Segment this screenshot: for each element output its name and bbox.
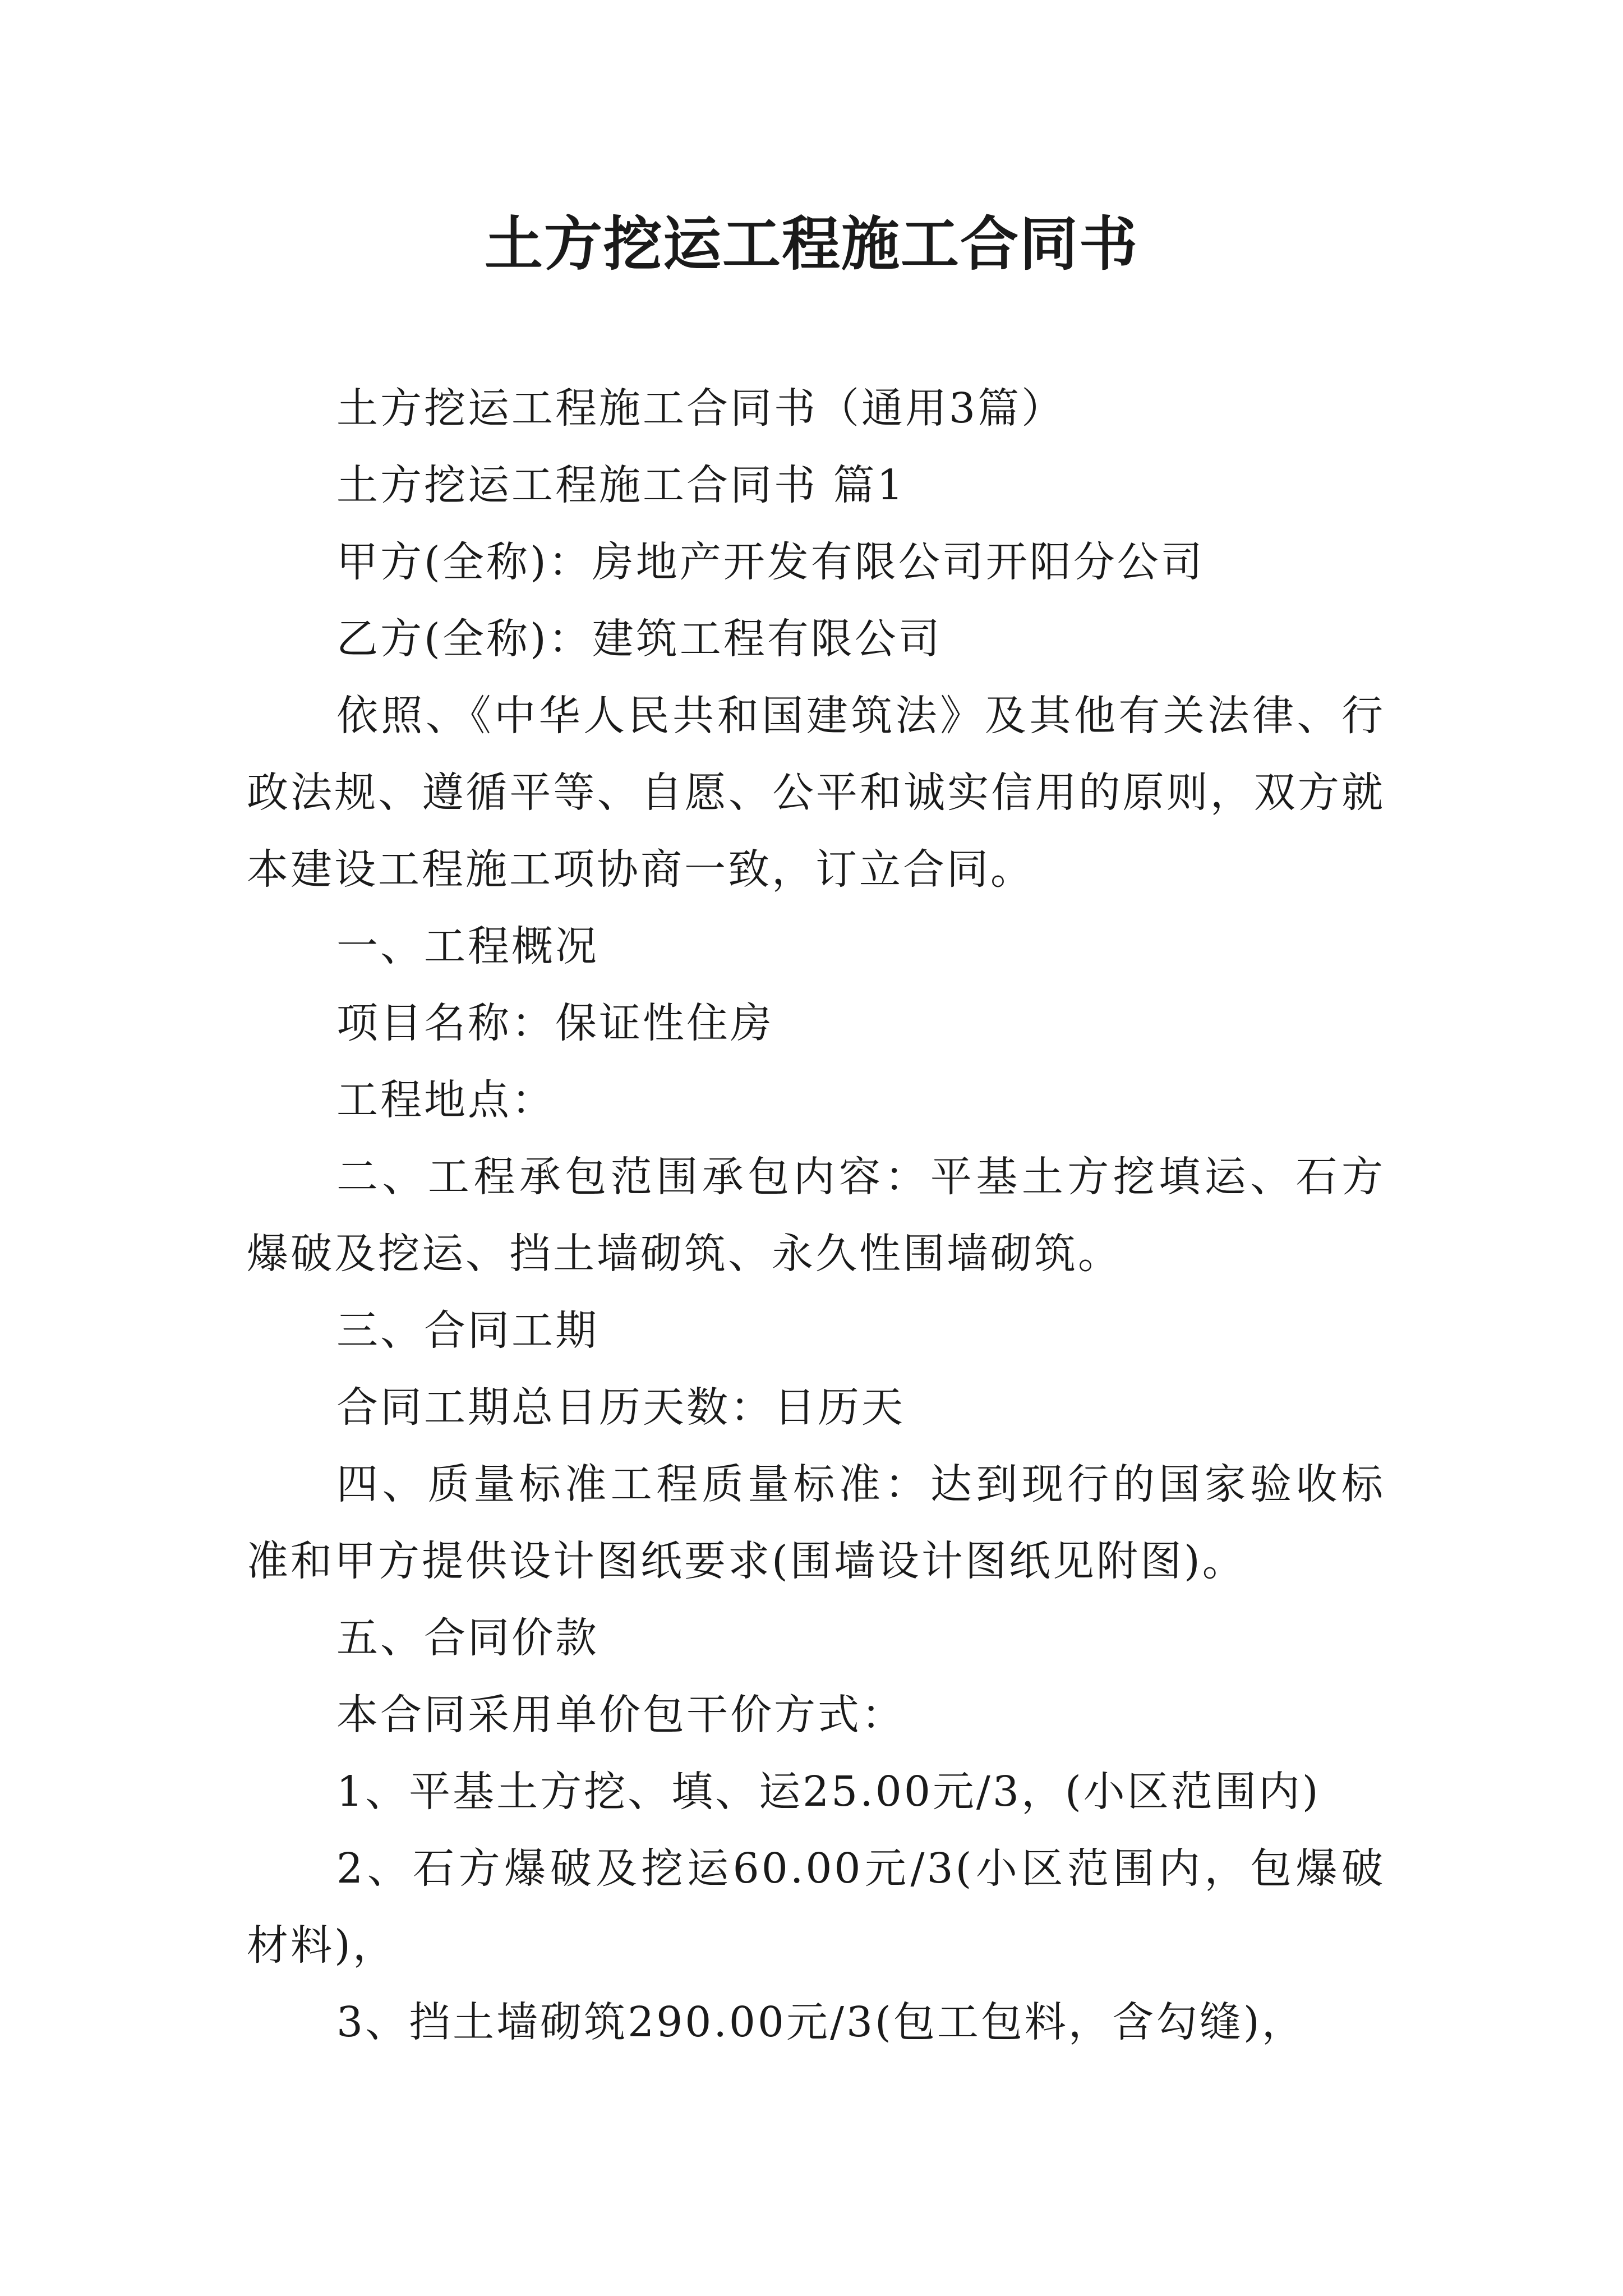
paragraph-party-b: 乙方(全称)：建筑工程有限公司 <box>336 615 942 663</box>
section-heading-duration: 三、合同工期 <box>336 1306 599 1355</box>
paragraph-price-item-3: 3、挡土墙砌筑290.00元/3(包工包料，含勾缝)， <box>336 1998 1306 2046</box>
document-title: 土方挖运工程施工合同书 <box>484 210 1138 278</box>
paragraph-project-location: 工程地点： <box>336 1076 555 1124</box>
paragraph-price-item-1: 1、平基土方挖、填、运25.00元/3，(小区范围内) <box>336 1768 1321 1816</box>
paragraph-party-a: 甲方(全称)：房地产开发有限公司开阳分公司 <box>336 538 1205 586</box>
paragraph-part-one: 土方挖运工程施工合同书 篇1 <box>336 461 906 509</box>
paragraph-price-item-2: 2、石方爆破及挖运60.00元/3(小区范围内，包爆破材料)， <box>247 1844 1385 1970</box>
paragraph-scope: 二、工程承包范围承包内容：平基土方挖填运、石方爆破及挖运、挡土墙砌筑、永久性围墙砌筑。 <box>247 1153 1385 1278</box>
paragraph-quality-standard: 四、质量标准工程质量标准：达到现行的国家验收标准和甲方提供设计图纸要求(围墙设计图纸见附图)。 <box>247 1460 1385 1585</box>
section-heading-price: 五、合同价款 <box>336 1614 599 1662</box>
paragraph-duration-days: 合同工期总日历天数：日历天 <box>336 1383 905 1432</box>
paragraph-price-method: 本合同采用单价包干价方式： <box>336 1691 905 1739</box>
paragraph-heading-series: 土方挖运工程施工合同书（通用3篇） <box>336 384 1066 432</box>
section-heading-overview: 一、工程概况 <box>336 922 599 970</box>
paragraph-project-name: 项目名称：保证性住房 <box>336 999 774 1047</box>
paragraph-legal-basis: 依照、《中华人民共和国建筑法》及其他有关法律、行政法规、遵循平等、自愿、公平和诚实信用的原则，双方就本建设工程施工项协商一致，订立合同。 <box>247 692 1385 894</box>
document-body <box>247 370 1385 2061</box>
